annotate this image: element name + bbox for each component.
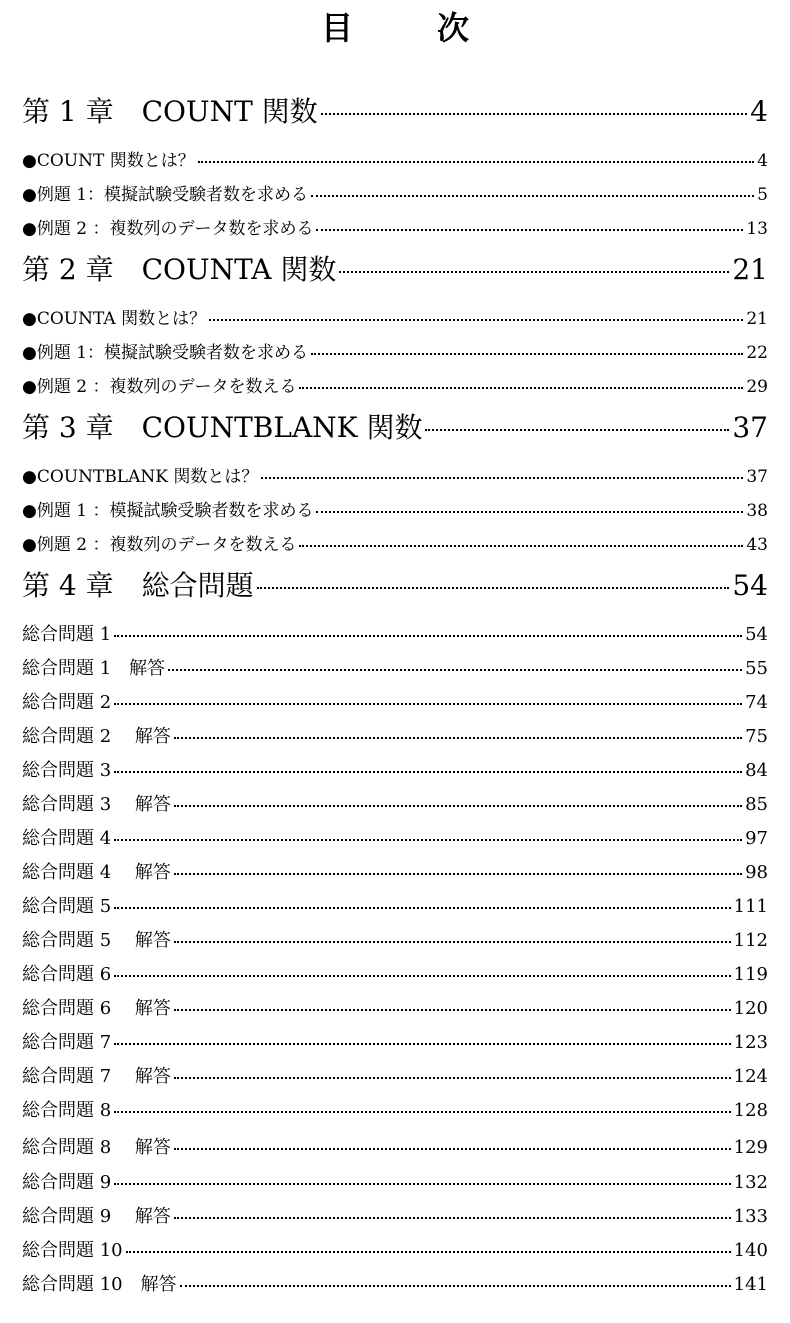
toc-entry[interactable] bbox=[22, 620, 768, 648]
page-number: 98 bbox=[745, 862, 768, 883]
dot-leader bbox=[198, 161, 754, 163]
toc-entry[interactable] bbox=[22, 790, 768, 818]
page-number: 54 bbox=[745, 624, 768, 645]
toc-entry[interactable] bbox=[22, 338, 768, 364]
page-number: 124 bbox=[733, 1066, 768, 1087]
page-number: 55 bbox=[745, 658, 768, 679]
dot-leader bbox=[174, 1077, 731, 1079]
dot-leader bbox=[114, 635, 742, 637]
page-number: 85 bbox=[745, 794, 768, 815]
dot-leader bbox=[114, 1111, 730, 1113]
toc-entry[interactable] bbox=[22, 654, 768, 682]
entry-title: 総合問題 7 bbox=[22, 1032, 112, 1053]
toc-entry[interactable] bbox=[22, 1236, 768, 1264]
dot-leader bbox=[126, 1251, 731, 1253]
entry-title: ●COUNTA 関数とは？ bbox=[22, 309, 207, 329]
chapter-title: 第 2 章 COUNTA 関数 bbox=[22, 253, 337, 286]
entry-title: 総合問題 4 解答 bbox=[22, 862, 171, 883]
toc-entry[interactable] bbox=[22, 146, 768, 172]
entry-title: 総合問題 2 解答 bbox=[22, 726, 171, 747]
toc-entry[interactable] bbox=[22, 756, 768, 784]
page-number: 119 bbox=[733, 964, 768, 985]
page-number: 37 bbox=[732, 411, 768, 444]
entry-title: 総合問題 10 bbox=[22, 1240, 123, 1261]
entry-title: 総合問題 4 bbox=[22, 828, 112, 849]
dot-leader bbox=[316, 511, 743, 513]
page-number: 132 bbox=[733, 1172, 768, 1193]
dot-leader bbox=[311, 195, 754, 197]
toc-entry[interactable] bbox=[22, 214, 768, 240]
toc-entry[interactable] bbox=[22, 530, 768, 556]
toc-entry[interactable] bbox=[22, 824, 768, 852]
entry-title: 総合問題 9 解答 bbox=[22, 1206, 171, 1227]
toc-entry[interactable] bbox=[22, 1062, 768, 1090]
page-number: 75 bbox=[745, 726, 768, 747]
entry-title: ●COUNTBLANK 関数とは？ bbox=[22, 467, 259, 487]
dot-leader bbox=[114, 1183, 730, 1185]
dot-leader bbox=[174, 1148, 731, 1150]
entry-title: ●COUNT 関数とは？ bbox=[22, 151, 195, 171]
entry-title: 総合問題 2 bbox=[22, 692, 112, 713]
toc-entry[interactable] bbox=[22, 688, 768, 716]
entry-title: 総合問題 5 解答 bbox=[22, 930, 171, 951]
dot-leader bbox=[174, 873, 742, 875]
entry-title: 総合問題 1 解答 bbox=[22, 658, 166, 679]
dot-leader bbox=[174, 1009, 731, 1011]
dot-leader bbox=[174, 941, 731, 943]
page-number: 4 bbox=[750, 95, 768, 128]
chapter-title: 第 3 章 COUNTBLANK 関数 bbox=[22, 411, 423, 444]
entry-title: 総合問題 5 bbox=[22, 896, 112, 917]
page-number: 37 bbox=[746, 467, 768, 487]
entry-title: 総合問題 3 bbox=[22, 760, 112, 781]
toc-entry[interactable] bbox=[22, 926, 768, 954]
page-number: 13 bbox=[746, 219, 768, 239]
toc-entry[interactable] bbox=[22, 722, 768, 750]
page-title: 目 次 bbox=[320, 9, 495, 47]
dot-leader bbox=[114, 703, 742, 705]
toc-entry[interactable] bbox=[22, 858, 768, 886]
page-number: 43 bbox=[746, 535, 768, 555]
page-number: 4 bbox=[757, 151, 768, 171]
entry-title: 総合問題 9 bbox=[22, 1172, 112, 1193]
page-number: 97 bbox=[745, 828, 768, 849]
page-number: 140 bbox=[733, 1240, 768, 1261]
page-number: 22 bbox=[746, 343, 768, 363]
toc-entry[interactable] bbox=[22, 180, 768, 206]
entry-title: 総合問題 10 解答 bbox=[22, 1274, 177, 1295]
toc-entry[interactable] bbox=[22, 1270, 768, 1298]
dot-leader bbox=[425, 429, 729, 431]
page-number: 141 bbox=[733, 1274, 768, 1295]
dot-leader bbox=[114, 839, 742, 841]
toc-entry[interactable] bbox=[22, 994, 768, 1022]
entry-title: ●例題 2 ：複数列のデータ数を求める bbox=[22, 219, 314, 239]
page-number: 84 bbox=[745, 760, 768, 781]
dot-leader bbox=[209, 319, 743, 321]
toc-entry[interactable] bbox=[22, 462, 768, 488]
page-number: 54 bbox=[732, 569, 768, 602]
entry-title: 総合問題 8 解答 bbox=[22, 1137, 171, 1158]
dot-leader bbox=[257, 587, 730, 589]
page-number: 29 bbox=[746, 377, 768, 397]
toc-entry[interactable] bbox=[22, 496, 768, 522]
page-number: 112 bbox=[733, 930, 768, 951]
dot-leader bbox=[114, 907, 730, 909]
chapter-title: 第 1 章 COUNT 関数 bbox=[22, 95, 318, 128]
dot-leader bbox=[114, 771, 742, 773]
entry-title: ●例題 1 ：模擬試験受験者数を求める bbox=[22, 501, 314, 521]
dot-leader bbox=[174, 737, 742, 739]
toc-chapter-3[interactable] bbox=[22, 406, 768, 446]
entry-title: ●例題 2 ：複数列のデータを数える bbox=[22, 535, 297, 555]
dot-leader bbox=[261, 477, 743, 479]
dot-leader bbox=[299, 545, 743, 547]
dot-leader bbox=[174, 1217, 731, 1219]
page-number: 5 bbox=[757, 185, 768, 205]
entry-title: ●例題 1：模擬試験受験者数を求める bbox=[22, 343, 309, 363]
entry-title: 総合問題 6 解答 bbox=[22, 998, 171, 1019]
page-number: 120 bbox=[733, 998, 768, 1019]
toc-chapter-2[interactable] bbox=[22, 248, 768, 288]
toc-entry[interactable] bbox=[22, 1096, 768, 1124]
dot-leader bbox=[180, 1285, 731, 1287]
toc-entry[interactable] bbox=[22, 1028, 768, 1056]
page-number: 123 bbox=[733, 1032, 768, 1053]
toc-chapter-1[interactable] bbox=[22, 90, 768, 130]
entry-title: 総合問題 3 解答 bbox=[22, 794, 171, 815]
page-number: 128 bbox=[733, 1100, 768, 1121]
toc-entry[interactable] bbox=[22, 960, 768, 988]
dot-leader bbox=[114, 975, 730, 977]
toc-entry[interactable] bbox=[22, 1202, 768, 1230]
dot-leader bbox=[339, 271, 729, 273]
toc-entry[interactable] bbox=[22, 372, 768, 398]
entry-title: ●例題 2 ：複数列のデータを数える bbox=[22, 377, 297, 397]
page-number: 133 bbox=[733, 1206, 768, 1227]
page-number: 74 bbox=[745, 692, 768, 713]
page-number: 21 bbox=[746, 309, 768, 329]
entry-title: 総合問題 6 bbox=[22, 964, 112, 985]
page-number: 111 bbox=[733, 896, 768, 917]
toc-entry[interactable] bbox=[22, 892, 768, 920]
chapter-title: 第 4 章 総合問題 bbox=[22, 569, 254, 602]
entry-title: ●例題 1：模擬試験受験者数を求める bbox=[22, 185, 309, 205]
dot-leader bbox=[311, 353, 743, 355]
dot-leader bbox=[299, 387, 743, 389]
dot-leader bbox=[168, 669, 742, 671]
dot-leader bbox=[321, 113, 748, 115]
toc-entry[interactable] bbox=[22, 304, 768, 330]
dot-leader bbox=[316, 229, 743, 231]
dot-leader bbox=[174, 805, 742, 807]
dot-leader bbox=[114, 1043, 730, 1045]
page-number: 38 bbox=[746, 501, 768, 521]
entry-title: 総合問題 1 bbox=[22, 624, 112, 645]
page-number: 129 bbox=[733, 1137, 768, 1158]
toc-entry[interactable] bbox=[22, 1133, 768, 1161]
entry-title: 総合問題 7 解答 bbox=[22, 1066, 171, 1087]
entry-title: 総合問題 8 bbox=[22, 1100, 112, 1121]
page-number: 21 bbox=[732, 253, 768, 286]
toc-chapter-4[interactable] bbox=[22, 564, 768, 604]
toc-entry[interactable] bbox=[22, 1168, 768, 1196]
